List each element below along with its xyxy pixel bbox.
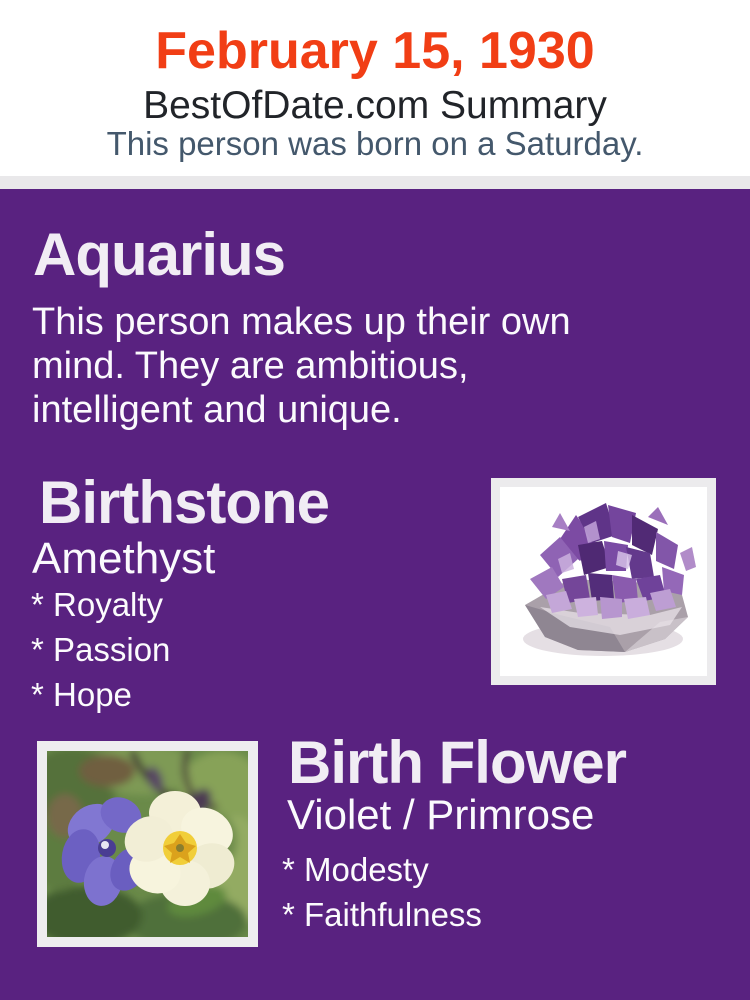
birth-flower-trait: * Modesty [282, 851, 429, 888]
zodiac-description [32, 300, 571, 432]
birthstone-name: Amethyst [32, 534, 216, 583]
zodiac-description-line: mind. They are ambitious, [32, 345, 469, 387]
birth-flower-name: Violet / Primrose [287, 791, 595, 838]
amethyst-crystal-illustration [500, 487, 707, 676]
purple-summary-section [0, 189, 750, 1000]
birthstone-heading: Birthstone [39, 469, 329, 536]
born-day-line: This person was born on a Saturday. [106, 125, 644, 162]
zodiac-description-line: This person makes up their own [32, 301, 571, 343]
violet-primrose-photo [37, 741, 258, 947]
page-title-date: February 15, 1930 [155, 22, 595, 80]
birth-flower-trait: * Faithfulness [282, 896, 482, 933]
amethyst-photo [491, 478, 716, 685]
header-divider [0, 176, 750, 189]
birthstone-traits-list [31, 585, 170, 720]
zodiac-description-line: intelligent and unique. [32, 389, 402, 431]
birthstone-trait: * Passion [31, 631, 171, 668]
zodiac-heading: Aquarius [33, 221, 286, 288]
birth-flower-traits-list [282, 850, 482, 940]
birthstone-trait: * Hope [31, 676, 132, 713]
site-summary-title: BestOfDate.com Summary [143, 84, 607, 127]
birth-flower-heading: Birth Flower [288, 729, 627, 796]
violet-primrose-illustration [47, 751, 248, 937]
birthstone-trait: * Royalty [31, 586, 164, 623]
